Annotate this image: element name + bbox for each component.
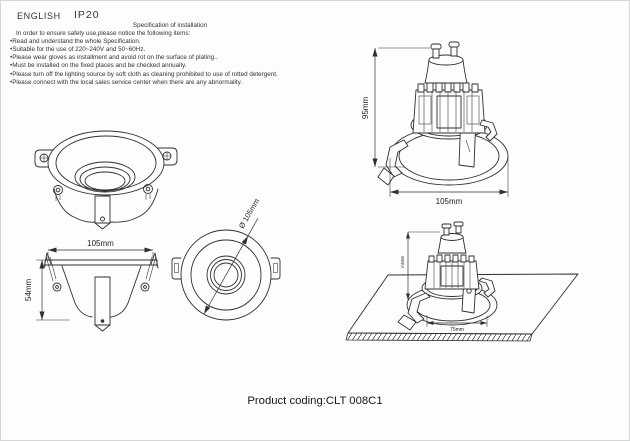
spec-item: •Must be installed on the fixed places and be checked annually. bbox=[10, 62, 187, 70]
dim-label-front-width: 105mm bbox=[87, 239, 114, 248]
installation-view bbox=[346, 222, 578, 341]
dim-label-cutout-width: 75mm bbox=[450, 327, 464, 333]
language-label: ENGLISH bbox=[17, 11, 61, 21]
dim-label-front-height: 54mm bbox=[24, 278, 33, 302]
dim-label-top-diameter: Ø 105mm bbox=[236, 196, 262, 230]
spec-title: Specification of installation bbox=[132, 22, 208, 29]
ip-rating-label: IP20 bbox=[74, 9, 100, 21]
top-view bbox=[172, 197, 280, 320]
spec-item: •Please connect with the local sales service center when there are any abnormality. bbox=[10, 78, 243, 86]
spec-item: •Please turn off the lighting source by soft cloth as cleaning prohibited to use of rotted detergent. bbox=[10, 70, 278, 78]
trim-perspective-view bbox=[35, 131, 177, 229]
spec-item: •Read and understand the whole Specification. bbox=[10, 38, 141, 46]
spec-item: •Suitable for the use of 220~240V and 50~60Hz. bbox=[10, 46, 146, 54]
product-coding: Product coding:CLT 008C1 bbox=[247, 395, 383, 407]
lamp-assembly-view bbox=[361, 42, 508, 206]
dim-label-lamp-height: 95mm bbox=[361, 96, 370, 120]
dim-label-clearance: min65 bbox=[400, 256, 405, 268]
front-view bbox=[24, 239, 158, 331]
spec-item: •Please wear gloves as installment and avoid rot on the surface of plating.. bbox=[10, 54, 218, 62]
spec-intro: In order to ensure safety use,please notice the following items: bbox=[16, 30, 191, 38]
dim-label-lamp-width: 105mm bbox=[435, 197, 463, 206]
